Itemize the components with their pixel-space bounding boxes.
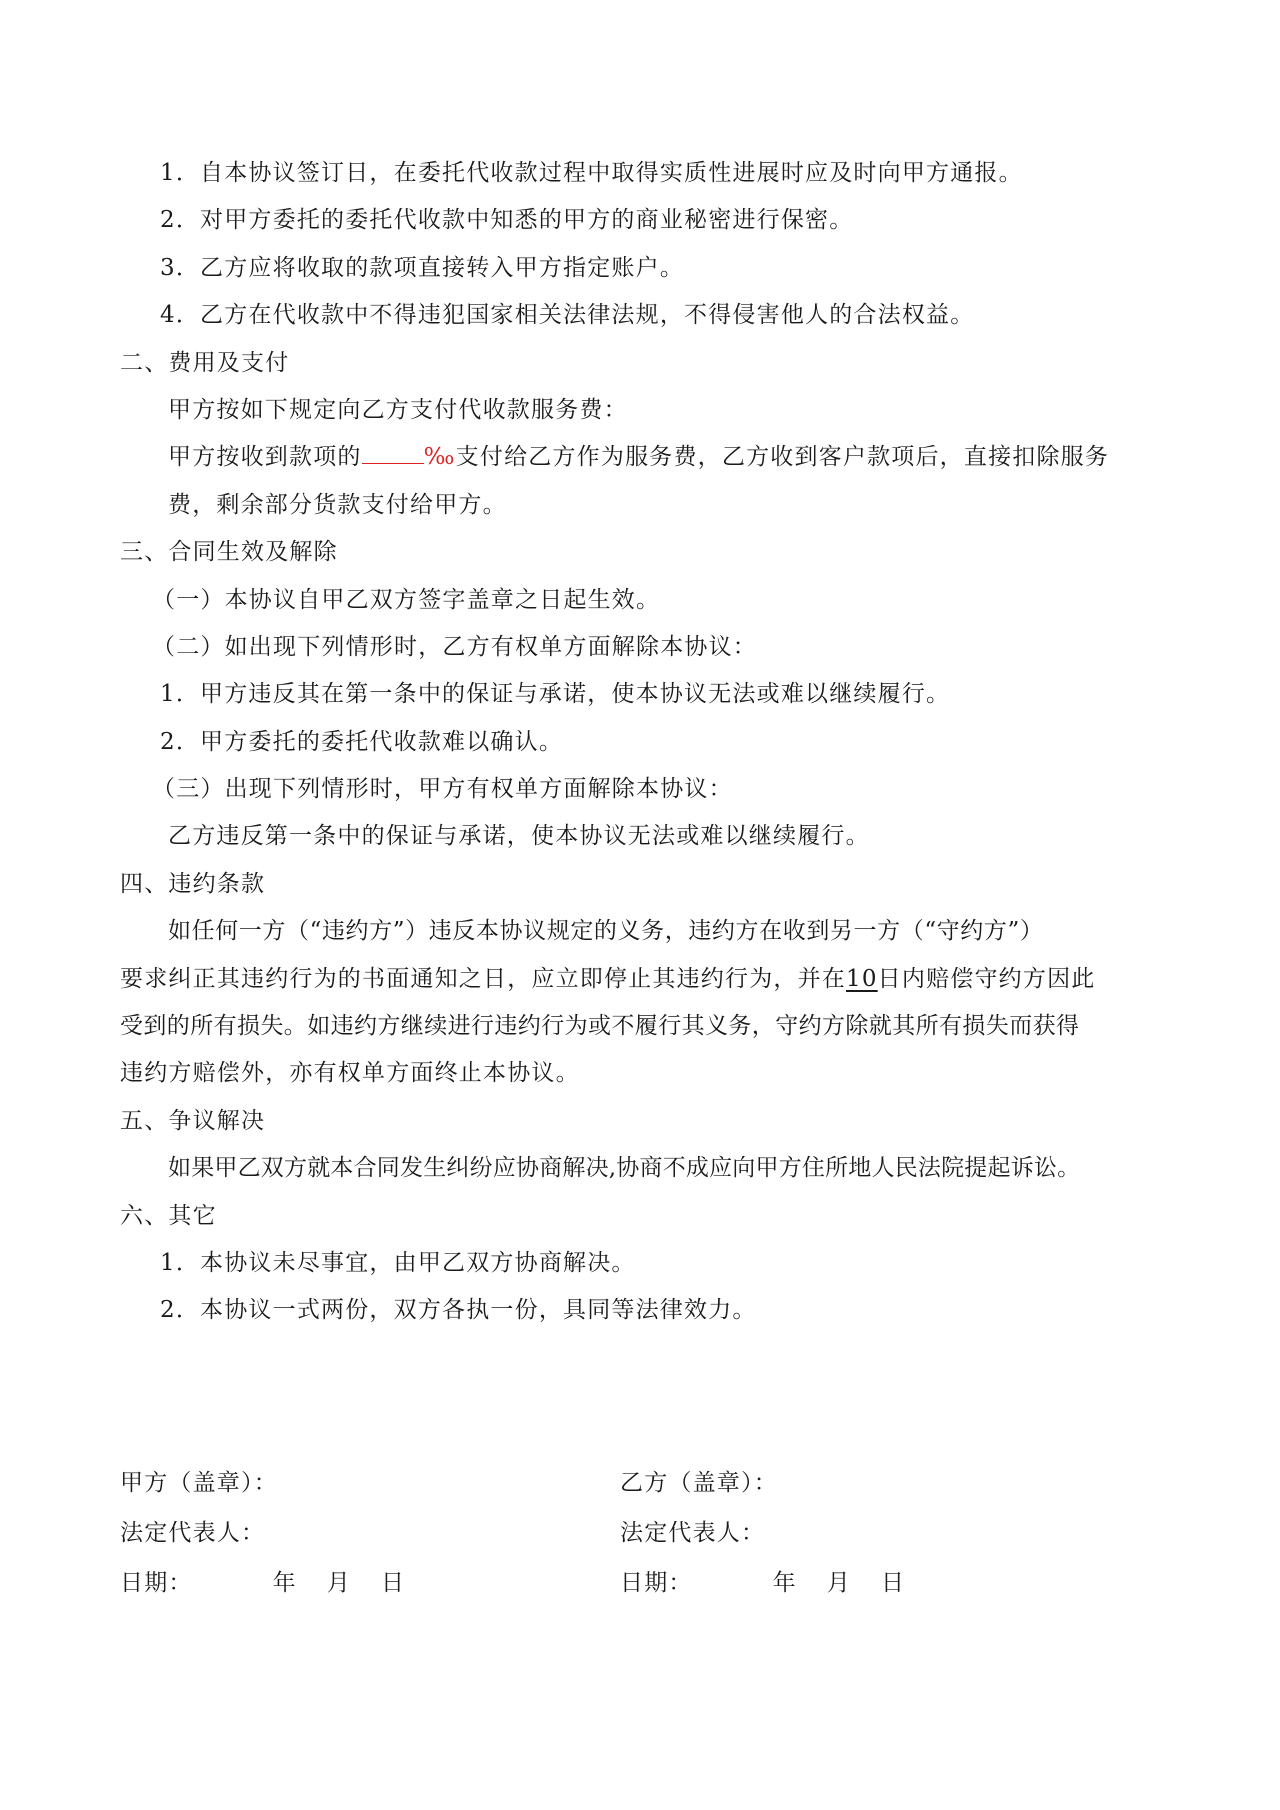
party-b-date <box>620 1558 905 1608</box>
section-heading-breach: 四、违约条款 <box>120 870 266 897</box>
signature-block <box>120 1458 1180 1608</box>
fee-rate-unit: ‰ <box>423 444 456 471</box>
breach-line-2-after: 日内赔偿守约方因此 <box>877 965 1096 992</box>
effect-clause-2: （二）如出现下列情形时，乙方有权单方面解除本协议： <box>152 633 757 660</box>
fee-rate-before: 甲方按收到款项的 <box>168 444 362 471</box>
effect-clause-3-text: 乙方违反第一条中的保证与承诺，使本协议无法或难以继续履行。 <box>168 823 870 850</box>
fee-rate-continuation: 费，剩余部分货款支付给甲方。 <box>168 491 507 518</box>
party-a-date <box>120 1558 405 1608</box>
obligation-item-4: 4．乙方在代收款中不得违犯国家相关法律法规，不得侵害他人的合法权益。 <box>160 302 975 329</box>
effect-clause-2-item-1: 1．甲方违反其在第一条中的保证与承诺，使本协议无法或难以继续履行。 <box>160 681 951 708</box>
seal-row <box>120 1458 1180 1508</box>
effect-clause-1: （一）本协议自甲乙双方签字盖章之日起生效。 <box>152 586 661 613</box>
date-row <box>120 1558 1180 1608</box>
contract-body <box>0 150 1280 1335</box>
breach-days: 10 <box>846 965 878 992</box>
fee-rate-line <box>0 434 1280 481</box>
effect-clause-2-item-2: 2．甲方委托的委托代收款难以确认。 <box>160 728 564 755</box>
party-b-date-year: 年 <box>772 1570 797 1596</box>
fee-rate-after: 支付给乙方作为服务费，乙方收到客户款项后，直接扣除服务 <box>455 444 1110 471</box>
dispute-text: 如果甲乙双方就本合同发生纠纷应协商解决,协商不成应向甲方住所地人民法院提起诉讼。 <box>168 1155 1081 1182</box>
fee-rate-blank <box>362 445 424 464</box>
effect-clause-3: （三）出现下列情形时，甲方有权单方面解除本协议： <box>152 776 733 803</box>
obligation-item-3: 3．乙方应将收取的款项直接转入甲方指定账户。 <box>160 254 685 281</box>
party-b-date-day: 日 <box>881 1570 906 1596</box>
section-heading-effect: 三、合同生效及解除 <box>120 539 338 566</box>
breach-line-2-before: 要求纠正其违约行为的书面通知之日，应立即停止其违约行为，并在 <box>120 965 846 992</box>
other-item-1: 1．本协议未尽事宜，由甲乙双方协商解决。 <box>160 1249 636 1276</box>
fee-intro: 甲方按如下规定向乙方支付代收款服务费： <box>168 396 628 423</box>
party-b-date-label: 日期： <box>620 1570 693 1596</box>
party-a-seal: 甲方（盖章）： <box>120 1470 278 1496</box>
party-b-rep: 法定代表人： <box>620 1520 766 1546</box>
other-item-2: 2．本协议一式两份，双方各执一份，具同等法律效力。 <box>160 1297 757 1324</box>
party-a-date-label: 日期： <box>120 1570 193 1596</box>
breach-line-1: 如任何一方（“违约方”）违反本协议规定的义务，违约方在收到另一方（“守约方”） <box>168 918 1044 945</box>
breach-line-3: 受到的所有损失。如违约方继续进行违约行为或不履行其义务，守约方除就其所有损失而获得 <box>120 1013 1080 1040</box>
party-a-rep: 法定代表人： <box>120 1520 266 1546</box>
breach-line-4: 违约方赔偿外，亦有权单方面终止本协议。 <box>120 1060 580 1087</box>
section-heading-other: 六、其它 <box>120 1202 217 1229</box>
party-b-date-month: 月 <box>826 1570 852 1596</box>
party-a-date-year: 年 <box>272 1570 297 1596</box>
section-heading-dispute: 五、争议解决 <box>120 1107 266 1134</box>
party-a-date-day: 日 <box>381 1570 406 1596</box>
breach-line-2 <box>0 956 1280 1003</box>
section-heading-fees: 二、费用及支付 <box>120 349 290 376</box>
party-a-date-month: 月 <box>326 1570 352 1596</box>
obligation-item-2: 2．对甲方委托的委托代收款中知悉的甲方的商业秘密进行保密。 <box>160 207 854 234</box>
rep-row <box>120 1508 1180 1558</box>
obligation-item-1: 1．自本协议签订日，在委托代收款过程中取得实质性进展时应及时向甲方通报。 <box>160 160 1023 186</box>
party-b-seal: 乙方（盖章）： <box>620 1470 778 1496</box>
